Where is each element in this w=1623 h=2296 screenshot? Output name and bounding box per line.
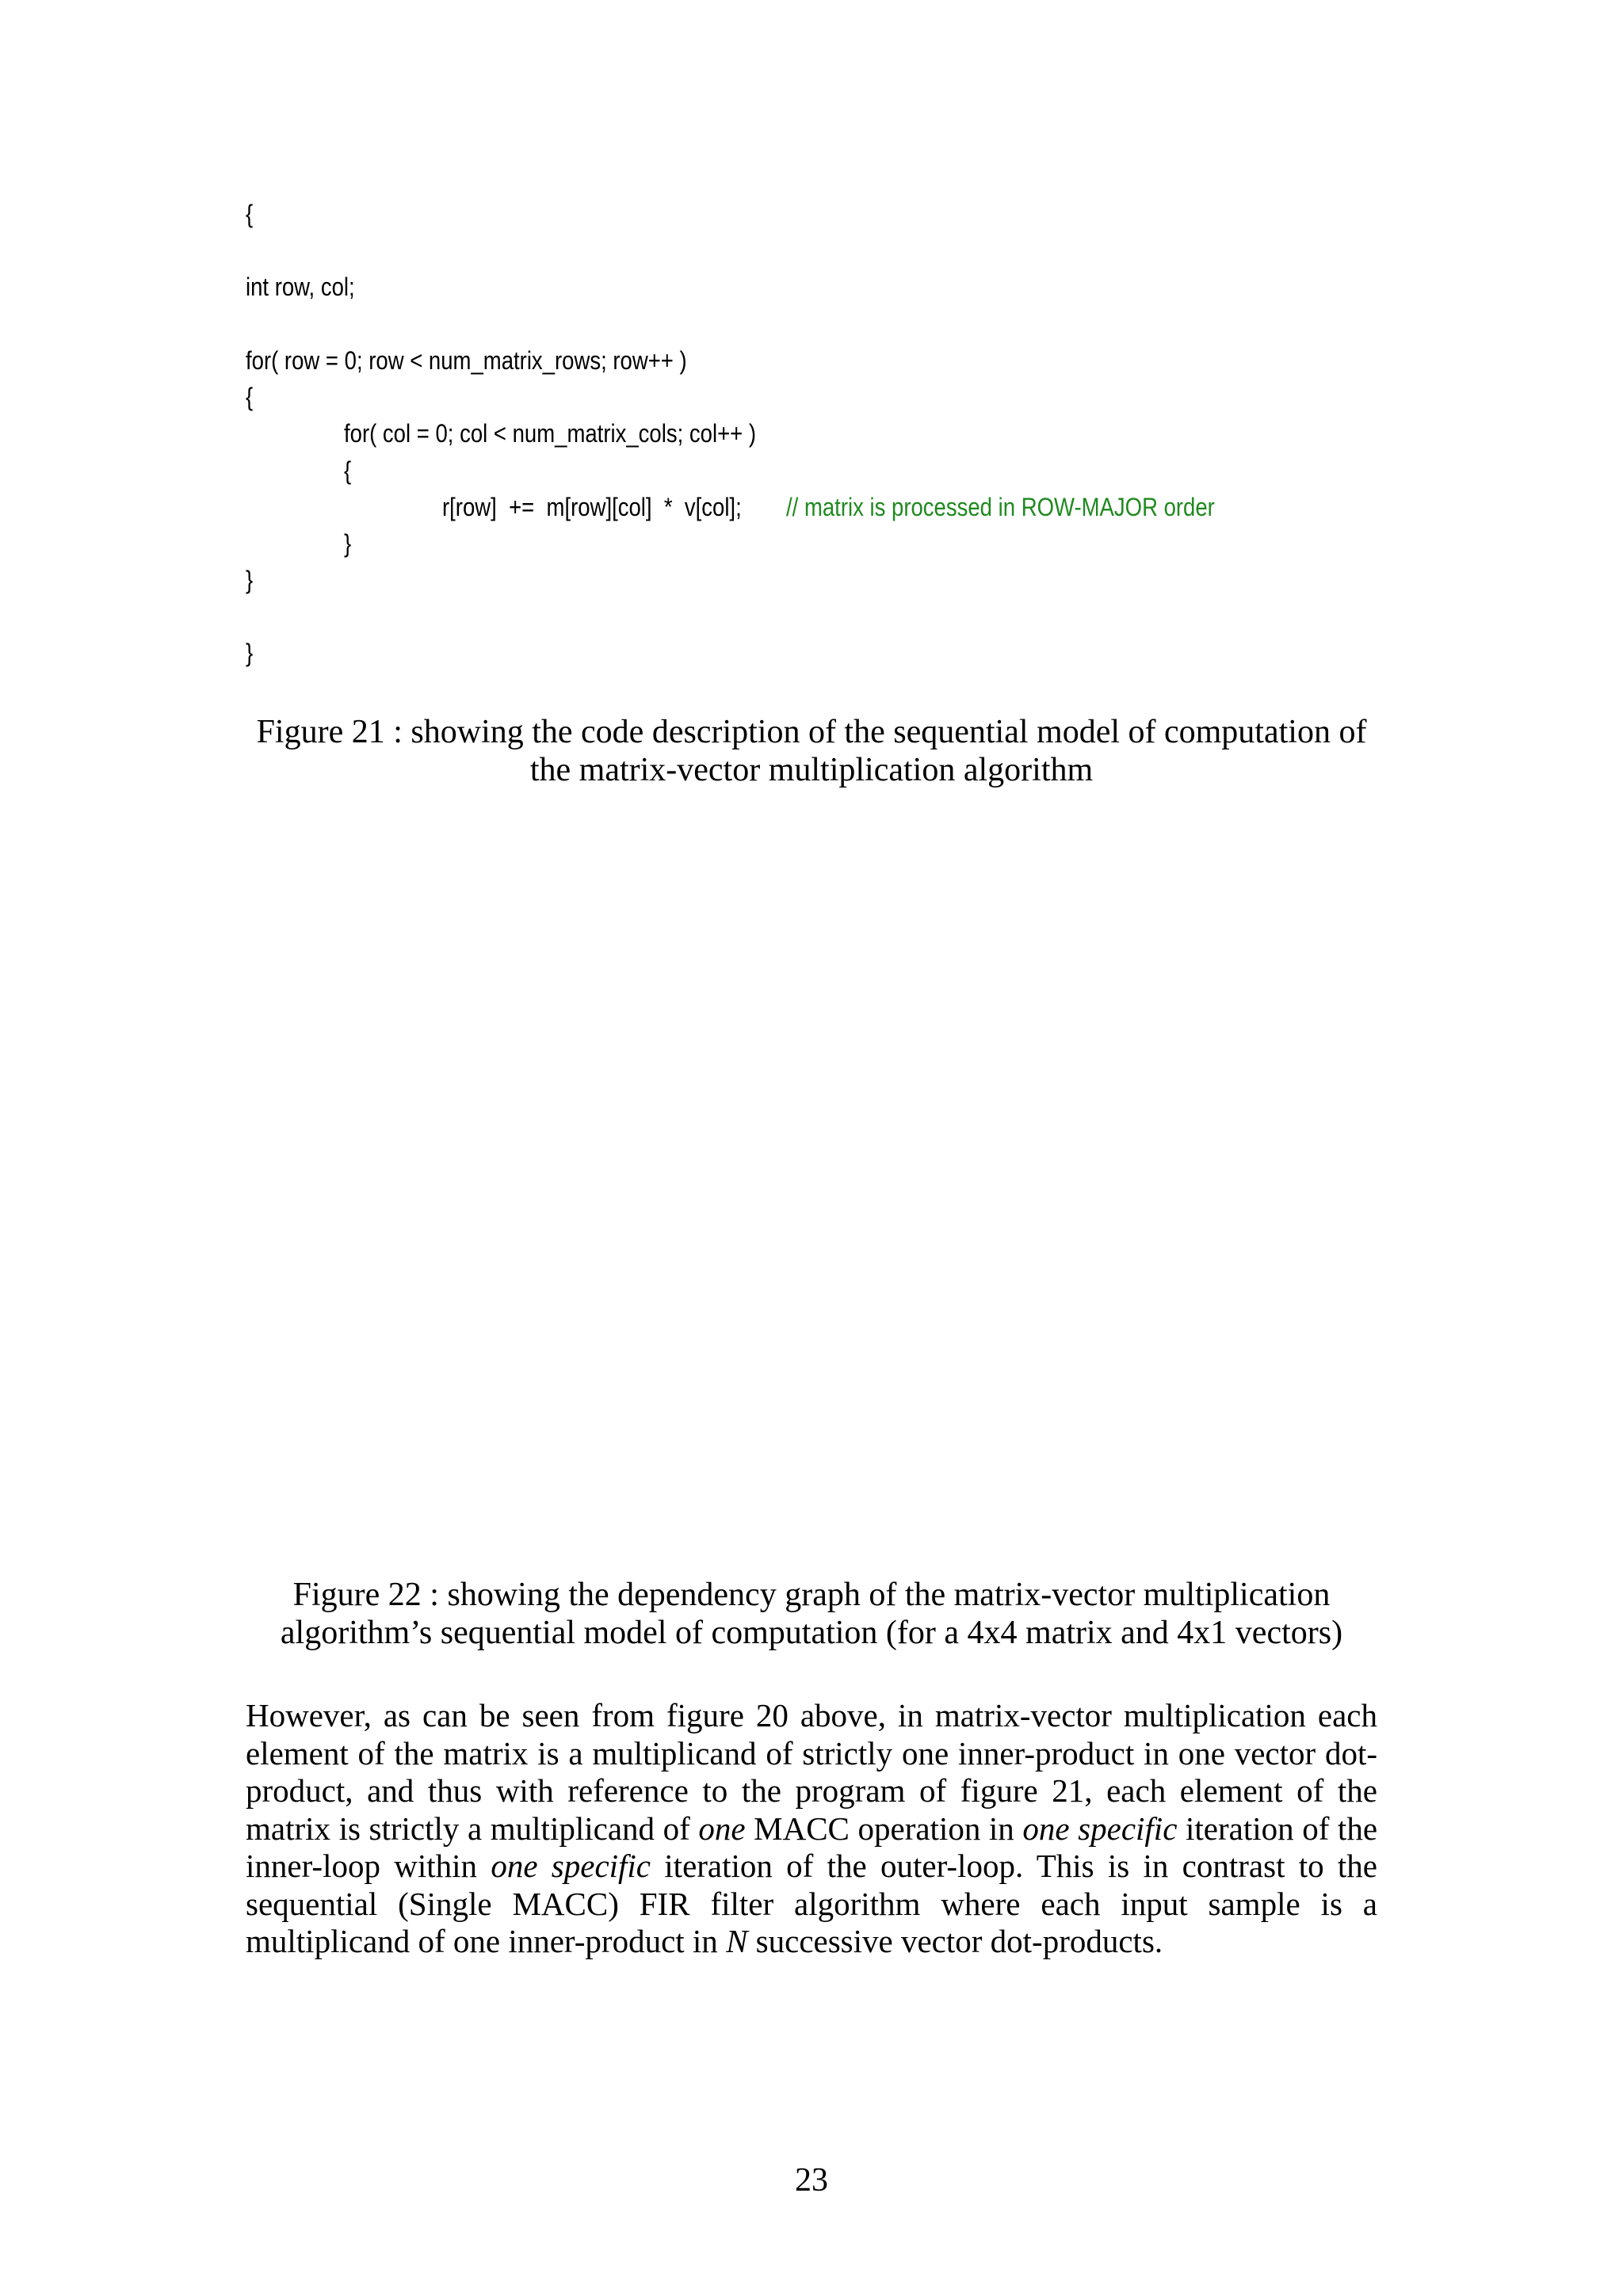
figure-21-caption-line1: Figure 21 : showing the code description of the sequential model of computation of (256, 714, 1367, 750)
figure-21-caption-line2: the matrix-vector multiplication algorithm (529, 752, 1094, 788)
paragraph-text-1: However, as can be seen from figure 20 above, in matrix-vector multiplication each element of the matrix is a multiplicand of strictly one inner-product in one vector dot-product, and thus with reference to the program of figure 21, each element of the matrix is strictly a multiplicand of (246, 1697, 1377, 1847)
code-outer-open-brace: { (246, 383, 254, 411)
code-outer-close-brace: } (246, 566, 254, 594)
figure-21-caption (238, 713, 1385, 789)
paragraph-emphasis-n: N (726, 1923, 748, 1959)
paragraph-text-2: MACC operation in (745, 1810, 1023, 1847)
code-outer-for: for( row = 0; row < num_matrix_rows; row++ ) (246, 346, 687, 375)
code-inner-for: for( col = 0; col < num_matrix_cols; col++ ) (344, 419, 757, 448)
figure-22-caption (238, 1576, 1385, 1652)
paragraph-emphasis-one-specific-2: one specific (491, 1848, 651, 1884)
page-number: 23 (795, 2162, 828, 2199)
code-inner-close-brace: } (344, 529, 352, 558)
code-declaration: int row, col; (246, 273, 355, 301)
figure-22-caption-line1: Figure 22 : showing the dependency graph of the matrix-vector multiplication (292, 1577, 1331, 1613)
code-macc-statement: r[row] += m[row][col] * v[col]; (442, 493, 742, 521)
paragraph-text-5: successive vector dot-products. (747, 1923, 1163, 1959)
code-inner-open-brace: { (344, 456, 352, 485)
code-open-brace: { (246, 200, 254, 228)
paragraph-emphasis-one: one (698, 1810, 746, 1847)
body-paragraph (246, 1697, 1377, 1961)
code-close-brace: } (246, 639, 254, 667)
code-comment: // matrix is processed in ROW-MAJOR order (786, 493, 1215, 521)
paragraph-emphasis-one-specific-1: one specific (1022, 1810, 1178, 1847)
paragraph-text-4: iteration of the outer-loop. This is in contrast to the sequential (Single MACC) FIR filter algorithm where each input sample is a multiplicand of one inner-product in (246, 1848, 1378, 1959)
figure-22-caption-line2: algorithm’s sequential model of computation (for a 4x4 matrix and 4x1 vectors) (280, 1615, 1343, 1651)
figure-22-graph-area (246, 824, 1377, 1553)
paragraph-text-3: iteration of the inner-loop within (246, 1810, 1378, 1884)
